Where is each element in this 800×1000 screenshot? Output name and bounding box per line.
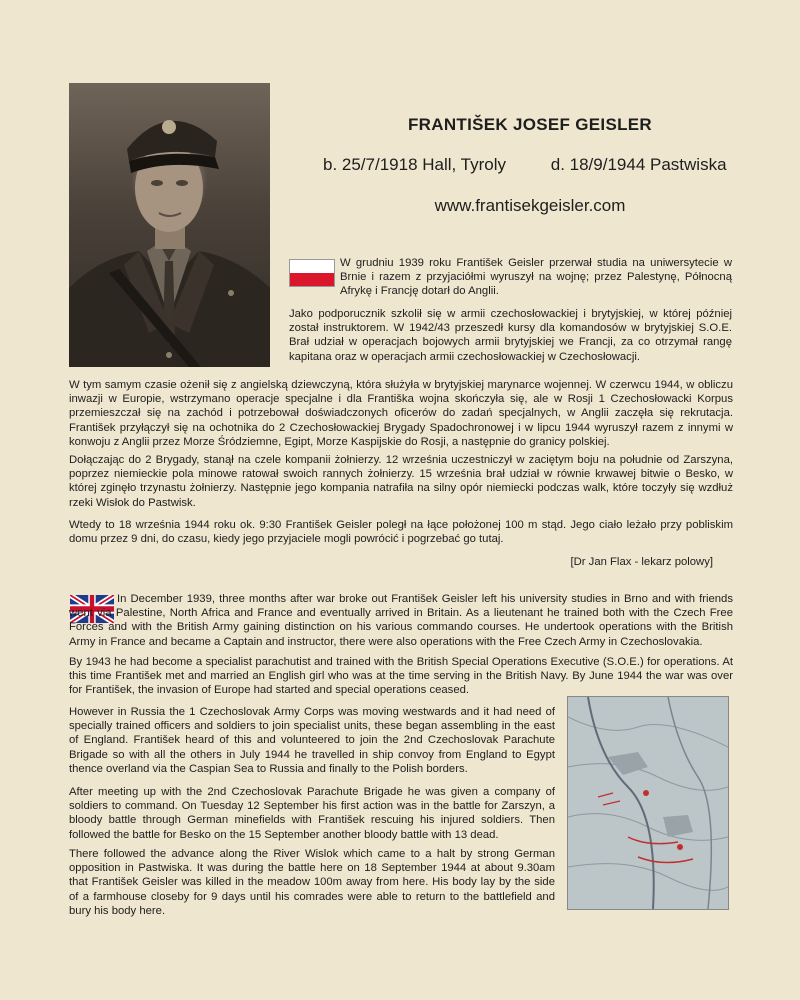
polish-paragraph-2: Jako podporucznik szkolił się w armii czechosłowackiej i brytyjskiej, w której później został instruktorem. W 1942/43 przeszedł kursy dla komandosów w brytyjskiej S.O.E. Brał udział w operacjach bojowych armii brytyjskiej we Francji, za co otrzymał rangę kapitana oraz w operacjach armii czechosłowackiej w Czechosłowacji.	[289, 308, 732, 363]
birth-date: b. 25/7/1918 Hall, Tyroly	[323, 155, 507, 174]
death-date: d. 18/9/1944 Pastwiska	[550, 155, 727, 174]
polish-paragraph-5: Wtedy to 18 września 1944 roku ok. 9:30 František Geisler poległ na łące położonej 100 m stąd. Jego ciało leżało przy pobliskim domu przez 9 dni, do czasu, kiedy jego przyjaciele mogli powrócić i pogrzebać go tutaj.	[69, 519, 733, 546]
polish-flag-icon	[289, 259, 335, 287]
english-paragraph-4: After meeting up with the 2nd Czechoslovak Parachute Brigade he was given a company of soldiers to command. On Tuesday 12 September his first action was in the battle for Zarszyn, a bloody battle through German minefields with František rescuing his injured soldiers. Then followed the battle for Besko on the 15 September another bloody battle with 13 dead.	[69, 786, 555, 841]
english-paragraph-3: However in Russia the 1 Czechoslovak Army Corps was moving westwards and it had need of specially trained officers and soldiers to join specialist units, these began assembling in the east of England. František heard of this and volunteered to join the 2nd Czechoslovak Parachute Brigade so with all the others in July 1944 he travelled in ship convoy from England to Egypt thence overland via the Caspian Sea to Russia and finally to the Polish borders.	[69, 706, 555, 775]
page-title: FRANTIŠEK JOSEF GEISLER	[408, 115, 652, 134]
english-paragraph-1: In December 1939, three months after war broke out František Geisler left his university studies in Brno and with friends went via Palestine, North Africa and France and eventually arrived in Britain. As a lieutenant he trained both with the Czech Free Forces and with the British Army gaining distinction on his various commando courses. He undertook operations with the British Army in France and became a Captain and instructor, there were also operations with the Free Czech Army in Czechoslovakia.	[69, 593, 733, 648]
polish-paragraph-4: Dołączając do 2 Brygady, stanął na czele kompanii żołnierzy. 12 września uczestniczył w zaciętym boju na południe od Zarszyna, poprzez niemieckie pola minowe ratował swoich rannych żołnierzy. 15 września brał udział w równie krwawej bitwie o Besko, w której zginęło trzynastu żołnierzy. Następnie jego kompania natrafiła na silny opór niemiecki podczas walk, które toczyły się wzdłuż rzeki Wisłok do Pastwisk.	[69, 454, 733, 509]
portrait-photo	[69, 83, 270, 367]
signature: [Dr Jan Flax - lekarz polowy]	[570, 556, 713, 568]
website-url: www.frantisekgeisler.com	[434, 196, 626, 215]
life-dates	[323, 155, 768, 175]
polish-paragraph-1: W grudniu 1939 roku František Geisler przerwał studia na uniwersytecie w Brnie i razem z przyjaciółmi wyruszył na wojnę; przez Palestynę, Północną Afrykę i Francję dotarł do Anglii.	[340, 257, 732, 298]
battle-map	[567, 696, 729, 910]
english-paragraph-5: There followed the advance along the River Wislok which came to a halt by strong German opposition in Pastwiska. It was during the battle here on 18 September 1944 at about 9.30am that František Geisler was killed in the meadow 100m away from here. His body lay by the side of a farmhouse closeby for 9 days until his comrades were able to return to the battlefield and bury his body here.	[69, 848, 555, 917]
english-paragraph-2: By 1943 he had become a specialist parachutist and trained with the British Special Operations Executive (S.O.E.) for operations. At this time František met and married an English girl who was at the time serving in the British Navy. By June 1944 the war was over for František, the invasion of Europe had started and special operations ceased.	[69, 656, 733, 697]
polish-paragraph-3: W tym samym czasie ożenił się z angielską dziewczyną, która służyła w brytyjskiej marynarce wojennej. W czerwcu 1944, w obliczu inwazji w Europie, wstrzymano operacje specjalne i dla Františka wojna skończyła się, ale w Rosji 1 Czechosłowacki Korpus przemieszczał się na zachód i potrzebował doświadczonych oficerów do zadań specjalnych, w Anglii zaczęła się rekrutacja. František przyłączył się na ochotnika do 2 Czechosłowackiej Brygady Spadochronowej i w lipcu 1944 wyruszył razem z innymi w konwoju z Anglii przez Morze Śródziemne, Egipt, Morze Kaspijskie do Rosji, a następnie do granicy polskiej.	[69, 379, 733, 448]
